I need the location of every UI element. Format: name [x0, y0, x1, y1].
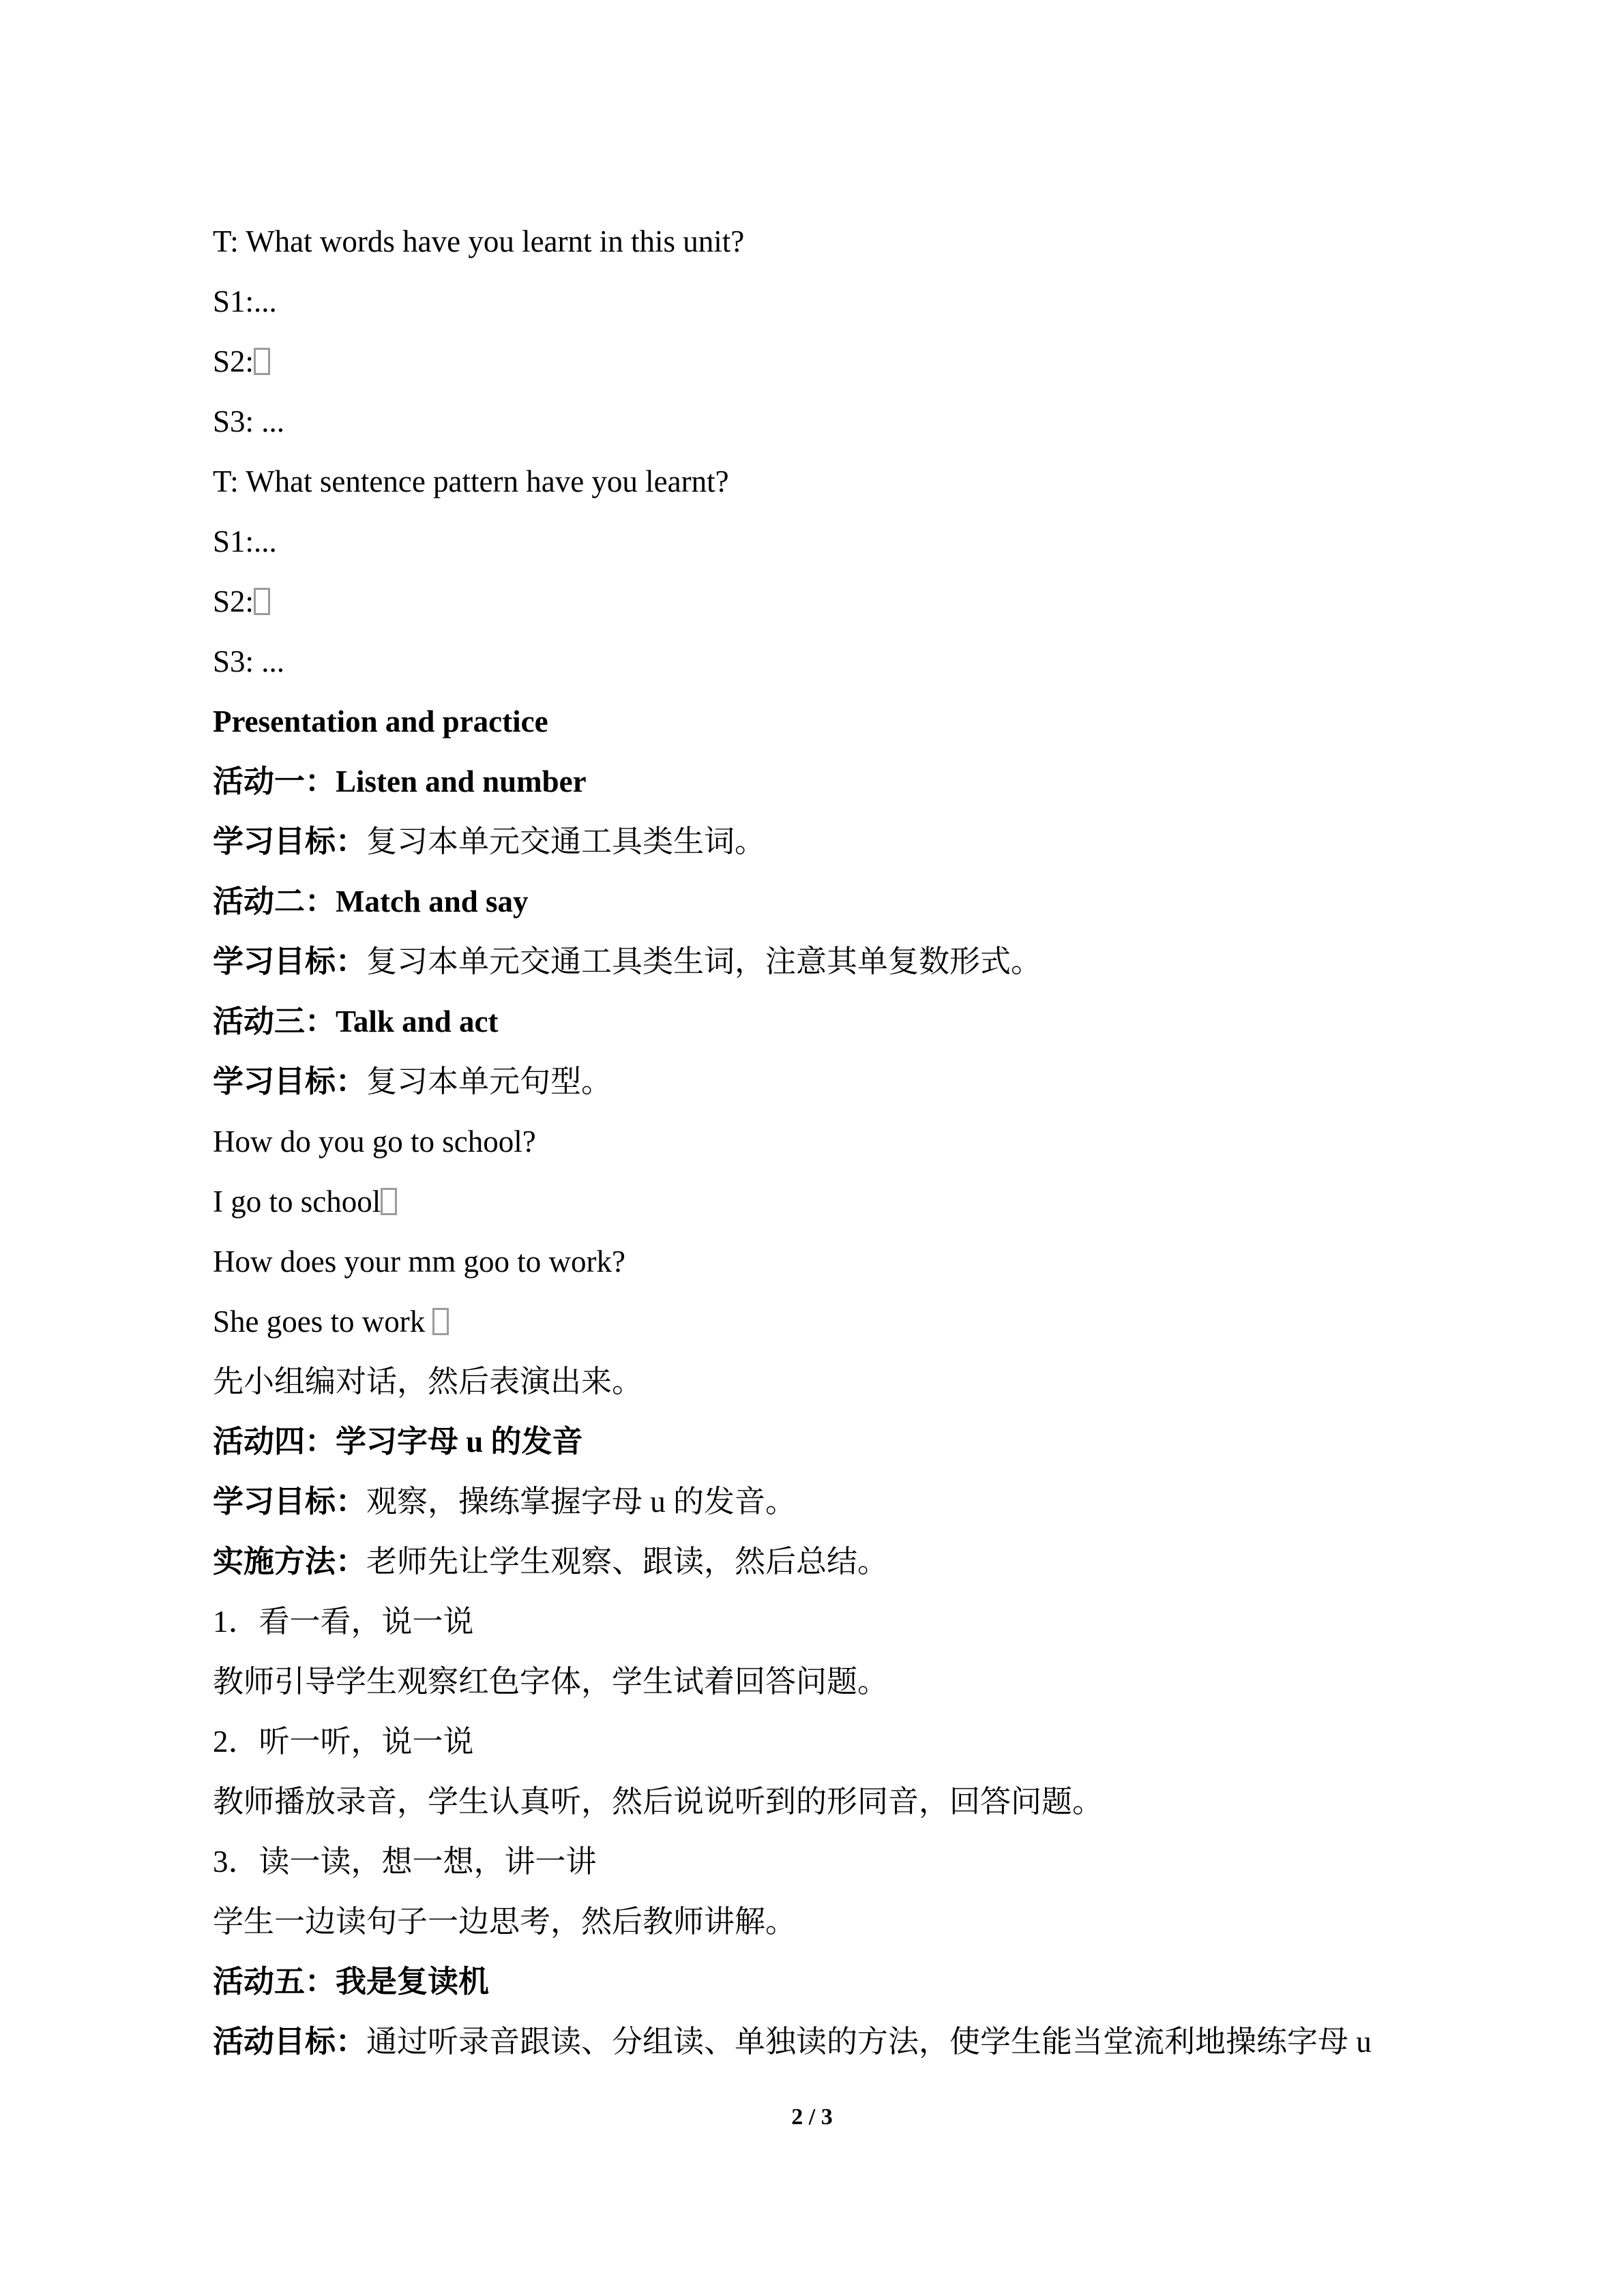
text-segment: 教师引导学生观察红色字体，学生试着回答问题。: [213, 1665, 889, 1699]
text-line: [213, 631, 1372, 691]
text-line: [213, 2012, 1372, 2072]
text-line: [213, 1172, 1372, 1232]
activity-heading: [213, 751, 1372, 811]
text-segment: How do you go to school?: [213, 1124, 536, 1159]
missing-glyph-box: [432, 1308, 449, 1335]
bold-segment: 活动目标：: [213, 2025, 367, 2059]
text-segment: 观察，操练掌握字母 u 的发音。: [366, 1485, 797, 1519]
bold-segment: 活动一：Listen and number: [213, 764, 587, 799]
bold-segment: 活动五：我是复读机: [213, 1965, 490, 1999]
text-segment: S1:...: [213, 524, 277, 558]
text-segment: 3．读一读，想一想，讲一讲: [213, 1845, 597, 1879]
text-line: [213, 1592, 1372, 1652]
bold-segment: 学习目标：: [213, 824, 367, 859]
section-heading: [213, 691, 1372, 751]
text-segment: T: What words have you learnt in this unit?: [213, 224, 745, 258]
text-segment: S3: ...: [213, 644, 285, 679]
text-segment: She goes to work: [213, 1304, 433, 1339]
text-segment: 1．看一看，说一说: [213, 1605, 474, 1639]
text-segment: 2．听一听，说一说: [213, 1725, 474, 1759]
text-segment: 复习本单元句型。: [366, 1064, 612, 1099]
text-segment: 教师播放录音，学生认真听，然后说说听到的形同音，回答问题。: [213, 1785, 1104, 1819]
text-line: [213, 1892, 1372, 1952]
text-line: [213, 1352, 1372, 1412]
bold-segment: Presentation and practice: [213, 704, 548, 739]
missing-glyph-box: [254, 588, 270, 615]
text-segment: 学生一边读句子一边思考，然后教师讲解。: [213, 1905, 797, 1939]
text-line: [213, 211, 1372, 271]
text-line: [213, 1292, 1372, 1352]
bold-segment: 学习目标：: [213, 1064, 367, 1099]
text-segment: 复习本单元交通工具类生词，注意其单复数形式。: [366, 944, 1042, 979]
text-line: [213, 811, 1372, 871]
bold-segment: 活动四：学习字母 u 的发音: [213, 1425, 583, 1459]
text-segment: S2:: [213, 344, 254, 378]
text-segment: S2:: [213, 584, 254, 618]
missing-glyph-box: [381, 1188, 397, 1215]
text-line: [213, 451, 1372, 511]
text-segment: How does your mm goo to work?: [213, 1244, 625, 1279]
activity-heading: [213, 1412, 1372, 1472]
activity-heading: [213, 871, 1372, 931]
text-segment: 复习本单元交通工具类生词。: [366, 824, 766, 859]
text-line: [213, 391, 1372, 451]
text-line: [213, 1712, 1372, 1772]
text-line: [213, 1232, 1372, 1292]
document-body: [213, 211, 1372, 2072]
bold-segment: 学习目标：: [213, 944, 367, 979]
text-segment: 先小组编对话，然后表演出来。: [213, 1365, 643, 1399]
text-line: [213, 331, 1372, 391]
activity-heading: [213, 1952, 1372, 2012]
text-segment: 老师先让学生观察、跟读，然后总结。: [366, 1545, 889, 1579]
text-line: [213, 1472, 1372, 1532]
text-line: [213, 1772, 1372, 1832]
text-line: [213, 1652, 1372, 1712]
activity-heading: [213, 992, 1372, 1052]
bold-segment: 活动三：Talk and act: [213, 1004, 499, 1039]
text-segment: S1:...: [213, 284, 277, 318]
page-number: 2 / 3: [791, 2104, 833, 2130]
text-line: [213, 1532, 1372, 1592]
text-line: [213, 1052, 1372, 1112]
text-segment: T: What sentence pattern have you learnt?: [213, 464, 729, 498]
text-line: [213, 271, 1372, 331]
text-line: [213, 571, 1372, 631]
text-line: [213, 1832, 1372, 1892]
text-line: [213, 511, 1372, 571]
missing-glyph-box: [254, 348, 270, 375]
text-segment: 通过听录音跟读、分组读、单独读的方法，使学生能当堂流利地操练字母 u: [366, 2025, 1372, 2059]
bold-segment: 活动二：Match and say: [213, 884, 529, 919]
text-segment: I go to school: [213, 1184, 381, 1219]
text-line: [213, 931, 1372, 992]
text-segment: S3: ...: [213, 404, 285, 438]
bold-segment: 实施方法：: [213, 1545, 367, 1579]
text-line: [213, 1112, 1372, 1172]
bold-segment: 学习目标：: [213, 1485, 367, 1519]
